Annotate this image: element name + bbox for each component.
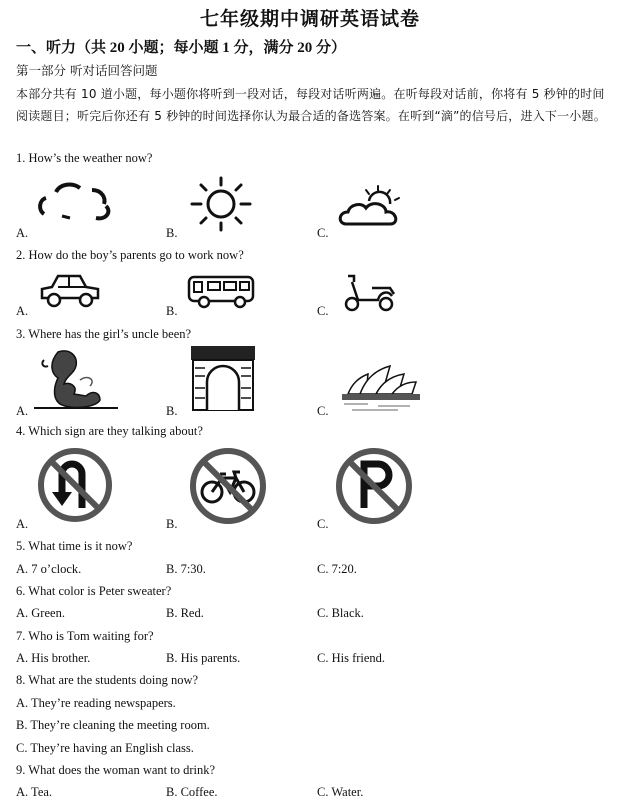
question-8-stem: 8. What are the students doing now? — [16, 673, 199, 687]
question-1-option-b[interactable]: B. — [166, 226, 178, 240]
question-1-option-c[interactable]: C. — [317, 226, 329, 240]
merlion-icon — [30, 346, 122, 414]
question-2-option-c[interactable]: C. — [317, 304, 329, 318]
scooter-icon — [338, 270, 398, 312]
question-7-option-b[interactable]: B. His parents. — [166, 651, 241, 665]
question-1-option-a[interactable]: A. — [16, 226, 29, 240]
question-3-option-c[interactable]: C. — [317, 404, 329, 418]
no-bicycles-sign-icon — [186, 446, 270, 526]
instructions: 本部分共有 10 道小题，每小题你将听到一段对话，每段对话听两遍。在听每段对话前，你将有 5 秒钟的时间阅读题目；听完后你还有 5 秒钟的时间选择你认为最合适的备选答案。在听到“滴”的信号后，进入下一小题。 — [16, 87, 606, 123]
question-7-stem: 7. Who is Tom waiting for? — [16, 629, 154, 643]
question-9-option-c[interactable]: C. Water. — [317, 785, 364, 799]
question-6-option-c[interactable]: C. Black. — [317, 606, 364, 620]
exam-title: 七年级期中调研英语试卷 — [199, 9, 420, 30]
question-4-option-b[interactable]: B. — [166, 517, 178, 531]
question-6-stem: 6. What color is Peter sweater? — [16, 584, 172, 598]
bus-icon — [186, 274, 256, 310]
question-5-option-b[interactable]: B. 7:30. — [166, 562, 206, 576]
question-8-option-a[interactable]: A. They’re reading newspapers. — [16, 696, 176, 710]
question-4-option-a[interactable]: A. — [16, 517, 29, 531]
question-4-option-c[interactable]: C. — [317, 517, 329, 531]
question-3-stem: 3. Where has the girl’s uncle been? — [16, 327, 192, 341]
question-8-option-b[interactable]: B. They’re cleaning the meeting room. — [16, 718, 210, 732]
question-6-option-a[interactable]: A. Green. — [16, 606, 65, 620]
question-5-stem: 5. What time is it now? — [16, 539, 133, 553]
section-heading: 一、听力（共 20 小题；每小题 1 分，满分 20 分） — [16, 40, 347, 56]
no-parking-sign-icon — [334, 446, 414, 526]
question-3-option-b[interactable]: B. — [166, 404, 178, 418]
question-9-option-a[interactable]: A. Tea. — [16, 785, 53, 799]
sunny-icon — [186, 176, 256, 232]
question-5-option-c[interactable]: C. 7:20. — [317, 562, 357, 576]
arc-de-triomphe-icon — [187, 342, 259, 414]
sydney-opera-house-icon — [338, 354, 422, 414]
question-9-option-b[interactable]: B. Coffee. — [166, 785, 218, 799]
question-7-option-c[interactable]: C. His friend. — [317, 651, 386, 665]
car-icon — [38, 270, 102, 310]
sun-behind-cloud-icon — [338, 184, 404, 230]
question-6-option-b[interactable]: B. Red. — [166, 606, 204, 620]
question-4-stem: 4. Which sign are they talking about? — [16, 424, 203, 438]
question-1-stem: 1. How’s the weather now? — [16, 151, 153, 165]
cloudy-icon — [36, 180, 114, 228]
question-2-option-a[interactable]: A. — [16, 304, 29, 318]
question-2-stem: 2. How do the boy’s parents go to work now? — [16, 248, 244, 262]
question-2-option-b[interactable]: B. — [166, 304, 178, 318]
no-u-turn-sign-icon — [36, 446, 114, 524]
question-7-option-a[interactable]: A. His brother. — [16, 651, 91, 665]
question-8-option-c[interactable]: C. They’re having an English class. — [16, 741, 194, 755]
question-9-stem: 9. What does the woman want to drink? — [16, 763, 216, 777]
question-3-option-a[interactable]: A. — [16, 404, 29, 418]
question-5-option-a[interactable]: A. 7 o’clock. — [16, 562, 82, 576]
part-heading: 第一部分 听对话回答问题 — [16, 63, 158, 78]
